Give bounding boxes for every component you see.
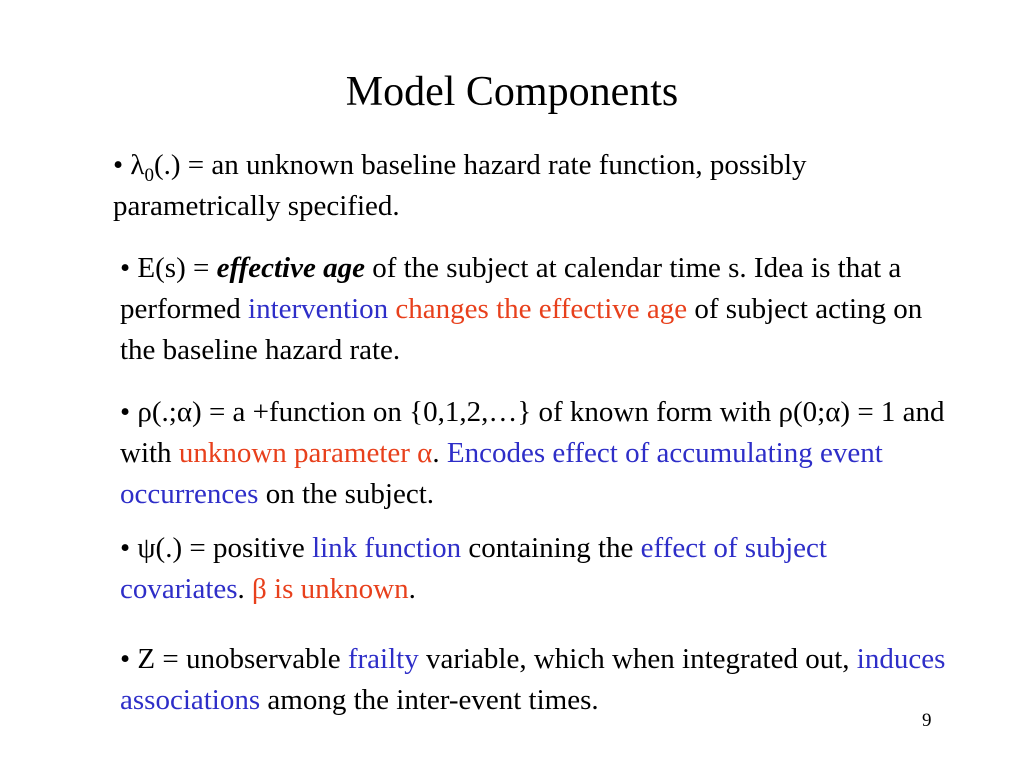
encodes-effect-highlight: Encodes effect of accumulating event occurrences [120,437,883,510]
bullet-marker: • [113,149,131,181]
bullet-text: . [408,573,416,605]
bullet-frailty [120,639,950,721]
bullet-effective-age [120,248,950,371]
bullet-marker: • [120,643,138,675]
bullet-text: Z = unobservable [137,643,348,675]
bullet-text: among the inter-event times. [260,684,599,716]
bullet-text: on the subject. [258,478,435,510]
bullet-text: (.) = an unknown baseline hazard rate function, possibly parametrically specified. [113,149,807,222]
beta-unknown-highlight: β is unknown [252,573,409,605]
bullet-text: variable, which when integrated out, [418,643,857,675]
bullet-text: ψ(.) = positive [137,532,313,564]
unknown-parameter-highlight: unknown parameter α [178,437,433,469]
lambda-subscript: 0 [144,164,154,186]
bullet-text: E(s) = [137,252,217,284]
bullet-marker: • [120,532,138,564]
lambda-symbol: λ [130,149,145,181]
covariates-highlight: effect of subject covariates [120,532,827,605]
effective-age-term: effective age [216,252,365,284]
slide-title: Model Components [345,69,679,115]
bullet-text: . [432,437,447,469]
induces-associations-highlight: induces associations [120,643,946,716]
changes-effective-age-highlight: changes the effective age [395,293,688,325]
bullet-marker: • [120,252,138,284]
link-function-highlight: link function [312,532,462,564]
page-number: 9 [922,710,932,731]
bullet-text: of subject acting on the baseline hazard rate. [120,293,923,366]
bullet-psi-link-function [120,528,950,610]
bullet-text: containing the [461,532,641,564]
bullet-marker: • [120,396,138,428]
intervention-highlight: intervention [248,293,389,325]
bullet-baseline-hazard [113,145,943,227]
frailty-highlight: frailty [347,643,419,675]
bullet-text: of the subject at calendar time s. Idea is that a performed [120,252,902,325]
bullet-text: ρ(.;α) = a +function on {0,1,2,…} of known form with ρ(0;α) = 1 and with [120,396,945,469]
bullet-text: . [237,573,253,605]
bullet-rho-function [120,392,950,515]
